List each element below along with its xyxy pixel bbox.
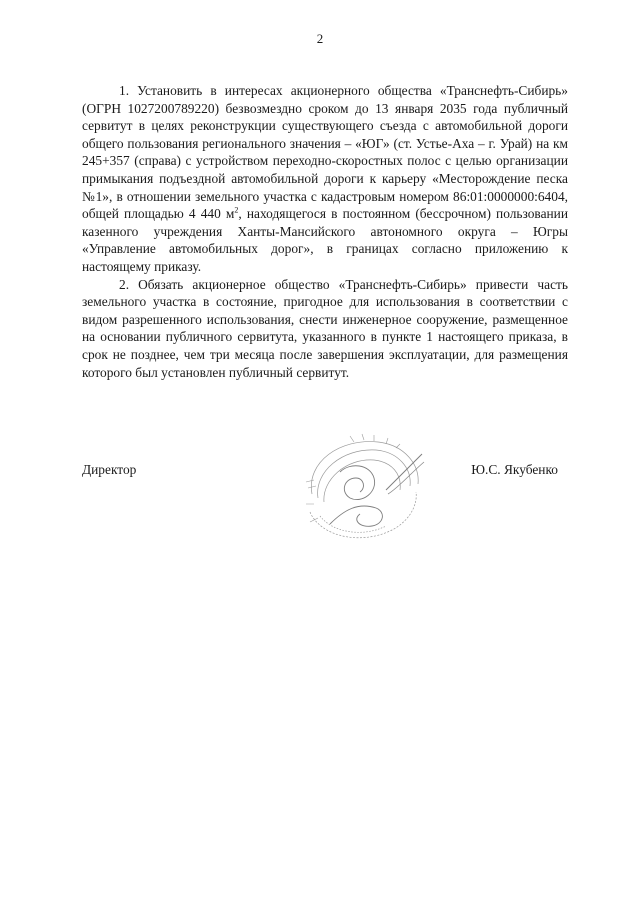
signature-stamp [300,432,428,548]
page-number: 2 [316,31,324,46]
superscript-2: 2 [234,205,239,215]
paragraph-2: 2. Обязать акционерное общество «Транснефть-Сибирь» привести часть земельного участка в состояние, пригодное для использования в соответствии с видом разрешенного использования, снести инженерное сооружение, размещенное на основании публичного сервитута, указанного в пункте 1 настоящего приказа, в срок не позднее, чем три месяца после завершения эксплуатации, для размещения которого был установлен публичный сервитут. [82,276,568,380]
paragraph-1-text: 1. Установить в интересах акционерного общества «Транснефть-Сибирь» (ОГРН 1027200789220) безвозмездно сроком до 13 января 2035 года публичный сервитут в целях реконструкции существующего съезда с автомобильной дороги общего пользования регионального значения – «ЮГ» (ст. Устье-Аха – г. Урай) на км 245+357 (справа) с устройством переходно-скоростных полос с целью организации примыкания подъездной автомобильной дороги к карьеру «Месторождение песка №1», в отношении земельного участка с кадастровым номером 86:01:0000000:6404, общей площадью 4 440 м [82,83,568,222]
signatory-name: Ю.С. Якубенко [471,462,558,477]
paragraph-1 [82,82,568,276]
signatory-title: Директор [82,462,137,477]
document-body [82,82,568,381]
paragraph-1-text-cont: , находящегося в постоянном (бессрочном) пользовании казенного учреждения Ханты-Мансийского автономного округа – Югры «Управление автомобильных дорог», в границах согласно приложению к настоящему приказу. [82,206,569,274]
